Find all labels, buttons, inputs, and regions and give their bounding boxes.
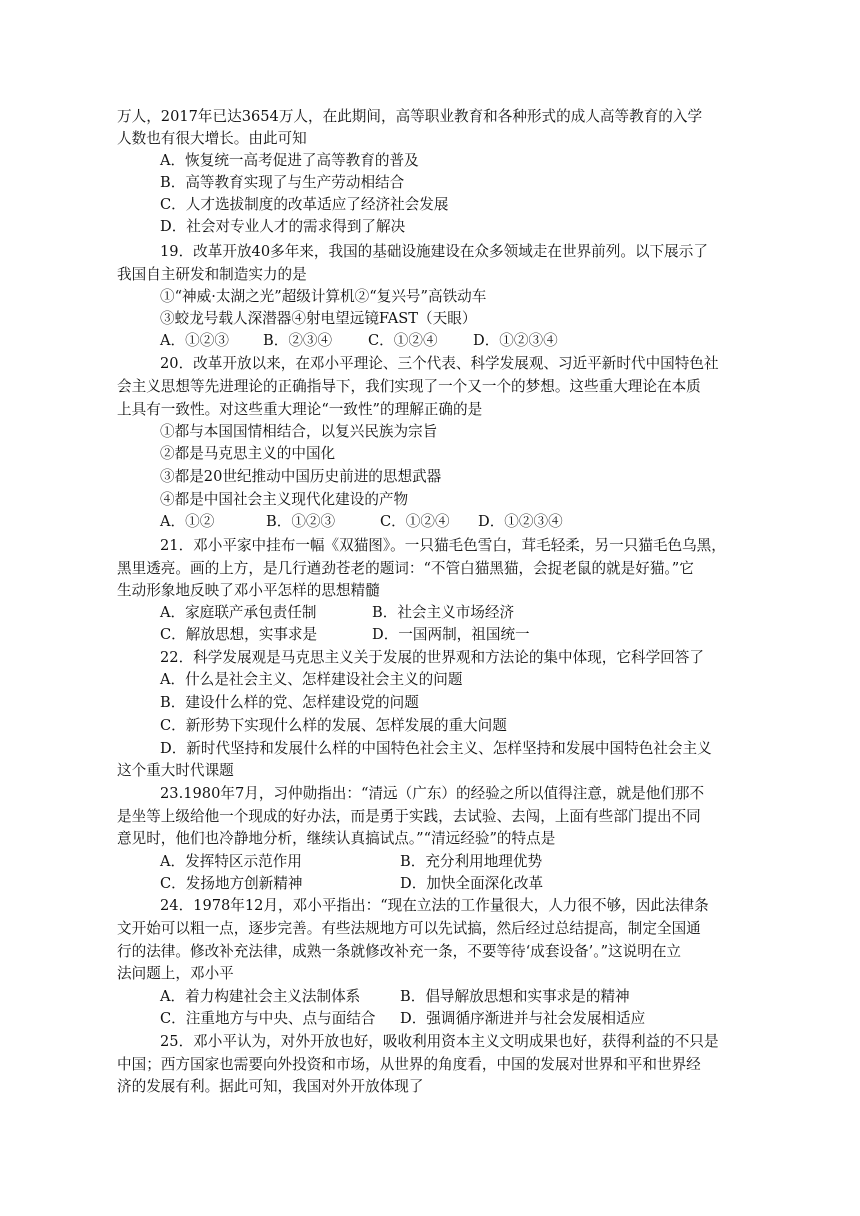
q18-option-c: C．人才选拔制度的改革适应了经济社会发展 [160, 196, 449, 213]
q19-item-line-2: ③蛟龙号载人深潜器④射电望远镜FAST（天眼） [160, 310, 477, 327]
q18-option-d: D．社会对专业人才的需求得到了解决 [160, 218, 406, 235]
q25-stem-line-2: 中国；西方国家也需要向外投资和市场，从世界的角度看，中国的发展对世界和平和世界经 [117, 1056, 701, 1073]
q21-stem-line-3: 生动形象地反映了邓小平怎样的思想精髓 [117, 582, 380, 599]
q19-item-line-1: ①“神威·太湖之光”超级计算机②“复兴号”高铁动车 [160, 288, 487, 305]
q20-item-2: ②都是马克思主义的中国化 [160, 445, 336, 462]
q19-stem-line-1: 19．改革开放40多年来，我国的基础设施建设在众多领域走在世界前列。以下展示了 [160, 243, 708, 260]
q23-option-d: D．加快全面深化改革 [400, 875, 544, 892]
q19-option-b: B．②③④ [263, 332, 333, 349]
q21-stem-line-2: 黑里透亮。画的上方，是几行遒劲苍老的题词：“不管白猫黑猫，会捉老鼠的就是好猫。”它 [117, 560, 694, 577]
q24-stem-line-3: 行的法律。修改补充法律，成熟一条就修改补充一条，不要等待‘成套设备’。”这说明在立 [117, 943, 682, 960]
q18-option-a: A．恢复统一高考促进了高等教育的普及 [160, 152, 419, 169]
q24-option-a: A．着力构建社会主义法制体系 [160, 988, 361, 1005]
q24-option-c: C．注重地方与中央、点与面结合 [160, 1010, 376, 1027]
q21-option-b: B．社会主义市场经济 [372, 604, 515, 621]
q23-stem-line-1: 23.1980年7月，习仲勋指出：“清远（广东）的经验之所以值得注意，就是他们那不 [160, 785, 705, 802]
q23-option-c: C．发扬地方创新精神 [160, 875, 303, 892]
q22-stem: 22．科学发展观是马克思主义关于发展的世界观和方法论的集中体现，它科学回答了 [160, 649, 704, 666]
q24-stem-line-1: 24．1978年12月，邓小平指出：“现在立法的工作量很大，人力很不够，因此法律条 [160, 897, 709, 914]
q20-stem-line-2: 会主义思想等先进理论的正确指导下，我们实现了一个又一个的梦想。这些重大理论在本质 [117, 378, 701, 395]
q22-option-b: B．建设什么样的党、怎样建设党的问题 [160, 694, 419, 711]
q23-options-row-2 [160, 873, 543, 895]
q20-option-d: D．①②③④ [478, 513, 563, 530]
q19-option-d: D．①②③④ [473, 332, 558, 349]
q20-item-1: ①都与本国国情相结合，以复兴民族为宗旨 [160, 423, 438, 440]
q23-stem-line-3: 意见时，他们也冷静地分析，继续认真搞试点。”“清远经验”的特点是 [117, 830, 556, 847]
q23-option-b: B．充分利用地理优势 [400, 853, 543, 870]
q23-stem-line-2: 是坐等上级给他一个现成的好办法，而是勇于实践，去试验、去闯，上面有些部门提出不同 [117, 808, 701, 825]
q24-options-row-2 [160, 1008, 645, 1030]
q24-options-row-1 [160, 986, 630, 1008]
q20-options-row [160, 511, 563, 533]
q21-option-a: A．家庭联产承包责任制 [160, 604, 317, 621]
q19-option-c: C．①②④ [368, 332, 438, 349]
q24-stem-line-4: 法问题上，邓小平 [117, 965, 234, 982]
q25-stem-line-3: 济的发展有利。据此可知，我国对外开放体现了 [117, 1078, 424, 1095]
q19-stem-line-2: 我国自主研发和制造实力的是 [117, 266, 307, 283]
q20-option-b: B．①②③ [266, 513, 336, 530]
q24-stem-line-2: 文开始可以粗一点，逐步完善。有些法规地方可以先试搞，然后经过总结提高，制定全国通 [117, 920, 701, 937]
q20-item-4: ④都是中国社会主义现代化建设的产物 [160, 491, 409, 508]
q24-option-d: D．强调循序渐进并与社会发展相适应 [400, 1010, 646, 1027]
q21-options-row-2 [160, 624, 530, 646]
q18-stem-line-1: 万人，2017年已达3654万人，在此期间，高等职业教育和各种形式的成人高等教育的入学 [117, 108, 703, 125]
q21-option-c: C．解放思想，实事求是 [160, 626, 318, 643]
q20-stem-line-3: 上具有一致性。对这些重大理论“一致性”的理解正确的是 [117, 401, 483, 418]
q22-option-a: A．什么是社会主义、怎样建设社会主义的问题 [160, 671, 463, 688]
q18-stem-line-2: 人数也有很大增长。由此可知 [117, 130, 307, 147]
q20-option-a: A．①② [160, 513, 215, 530]
q22-option-c: C．新形势下实现什么样的发展、怎样发展的重大问题 [160, 717, 507, 734]
q25-stem-line-1: 25．邓小平认为，对外开放也好，吸收利用资本主义文明成果也好，获得利益的不只是 [160, 1033, 719, 1050]
q23-options-row-1 [160, 851, 542, 873]
q20-item-3: ③都是20世纪推动中国历史前进的思想武器 [160, 468, 442, 485]
q23-option-a: A．发挥特区示范作用 [160, 853, 302, 870]
q18-option-b: B．高等教育实现了与生产劳动相结合 [160, 174, 405, 191]
q20-option-c: C．①②④ [380, 513, 450, 530]
q22-option-d: D．新时代坚持和发展什么样的中国特色社会主义、怎样坚持和发展中国特色社会主义 [160, 740, 712, 757]
q22-option-d-cont: 这个重大时代课题 [117, 762, 234, 779]
q21-stem-line-1: 21．邓小平家中挂布一幅《双猫图》。一只猫毛色雪白，茸毛轻柔，另一只猫毛色乌黑， [160, 537, 726, 554]
q21-option-d: D．一国两制，祖国统一 [372, 626, 530, 643]
q19-options-row [160, 330, 558, 352]
q21-options-row-1 [160, 602, 514, 624]
q24-option-b: B．倡导解放思想和实事求是的精神 [400, 988, 630, 1005]
q19-option-a: A．①②③ [160, 332, 229, 349]
q20-stem-line-1: 20．改革开放以来，在邓小平理论、三个代表、科学发展观、习近平新时代中国特色社 [160, 355, 719, 372]
